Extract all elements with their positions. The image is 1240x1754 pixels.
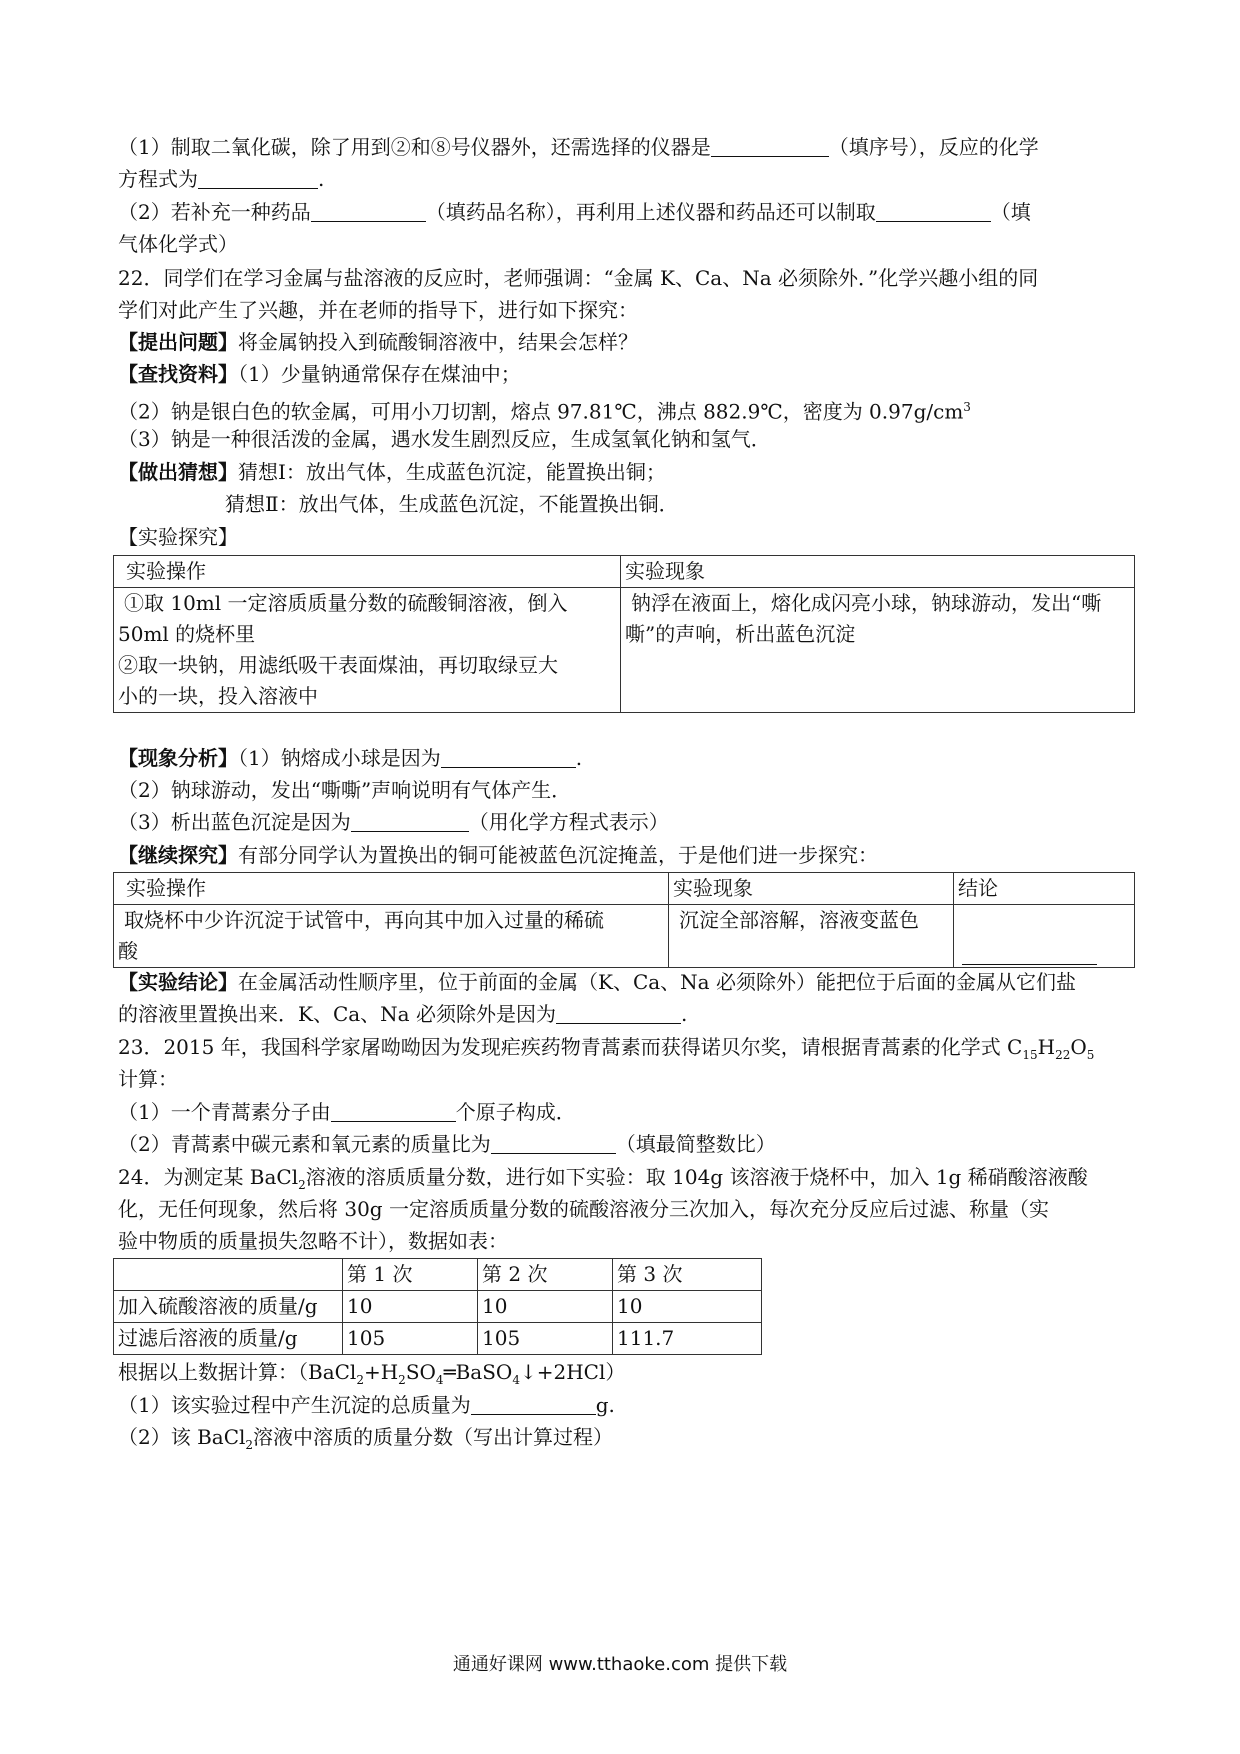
answer-blank[interactable] — [198, 166, 318, 189]
q21-text: 气体化学式） — [118, 232, 238, 256]
q24-part2 — [118, 1421, 1138, 1461]
cell-line: 钠浮在液面上，熔化成闪亮小球，钠球游动，发出“嘶 — [631, 591, 1102, 615]
cell-line: 酸 — [118, 939, 138, 963]
q24-text: 溶液的溶质质量分数，进行如下实验：取 104g 该溶液于烧杯中，加入 1g 稀硝酸溶液酸 — [305, 1165, 1088, 1189]
section-tag: 【实验结论】 — [118, 970, 238, 994]
q23-text: 23．2015 年，我国科学家屠呦呦因为发现疟疾药物青蒿素而获得诺贝尔奖，请根据青蒿素的化学式 C — [118, 1035, 1023, 1059]
section-tag: 【现象分析】 — [118, 746, 238, 770]
answer-blank[interactable] — [876, 199, 991, 222]
q22-text: 将金属钠投入到硫酸铜溶液中，结果会怎样？ — [238, 330, 638, 354]
q21-text: 方程式为 — [118, 167, 198, 191]
q22-text: （1）钠熔成小球是因为 — [238, 746, 441, 770]
q22-text: （1）少量钠通常保存在煤油中； — [238, 362, 521, 386]
q22-text: （3）析出蓝色沉淀是因为 — [118, 810, 351, 834]
q21-text: （填药品名称），再利用上述仪器和药品还可以制取 — [425, 200, 876, 224]
q22-material-1 — [118, 358, 1138, 390]
subscript: 22 — [1055, 1048, 1071, 1062]
q24-intro-line3: 验中物质的质量损失忽略不计），数据如表： — [118, 1229, 508, 1253]
q24-text: （1）该实验过程中产生沉淀的总质量为 — [118, 1393, 471, 1417]
table-header: 实验操作 — [114, 873, 669, 905]
q24-text: +H — [363, 1360, 399, 1384]
answer-blank[interactable] — [471, 1392, 596, 1415]
section-tag: 【实验探究】 — [118, 525, 238, 549]
q21-part2-line2 — [118, 228, 1138, 260]
table-cell: 10 — [343, 1291, 478, 1323]
q24-part1 — [118, 1389, 1138, 1421]
subscript: 2 — [245, 1438, 254, 1452]
answer-blank[interactable] — [962, 936, 1097, 965]
q22-continue — [118, 839, 1138, 871]
page-footer: 通通好课网 www.tthaoke.com 提供下载 — [452, 1654, 788, 1675]
answer-blank[interactable] — [556, 1001, 681, 1024]
q24-text: ↓+2HCl） — [519, 1360, 626, 1384]
table-cell: 过滤后溶液的质量/g — [114, 1323, 343, 1355]
q22-text: 的溶液里置换出来．K、Ca、Na 必须除外是因为 — [118, 1002, 556, 1026]
table-cell-operation — [114, 588, 621, 713]
q22-analysis-2: （2）钠球游动，发出“嘶嘶”声响说明有气体产生． — [118, 778, 572, 802]
table-header: 第 1 次 — [343, 1259, 478, 1291]
subscript: 2 — [398, 1373, 406, 1387]
experiment-table-2 — [113, 872, 1135, 968]
q21-text: （2）若补充一种药品 — [118, 200, 311, 224]
q23-intro-line2: 计算： — [118, 1067, 178, 1091]
data-table — [113, 1258, 762, 1355]
table-cell: 10 — [478, 1291, 613, 1323]
q23-text: H — [1037, 1035, 1056, 1059]
cell-line: 取烧杯中少许沉淀于试管中，再向其中加入过量的稀硫 — [124, 908, 604, 932]
q24-text: SO — [405, 1360, 436, 1384]
q22-text: 有部分同学认为置换出的铜可能被蓝色沉淀掩盖，于是他们进一步探究： — [238, 843, 878, 867]
q23-part2 — [118, 1128, 1138, 1160]
table-header: 结论 — [954, 873, 1135, 905]
q22-guess-1 — [118, 456, 1138, 488]
q22-text: . — [575, 746, 583, 770]
table-cell: 105 — [343, 1323, 478, 1355]
section-tag: 【继续探究】 — [118, 843, 238, 867]
q23-text: （填最简整数比） — [615, 1132, 776, 1156]
table-cell-conclusion — [954, 905, 1135, 968]
q21-part2-line1 — [118, 196, 1138, 228]
subscript: 4 — [435, 1373, 444, 1387]
q22-text: . — [680, 1002, 688, 1026]
cell-line: 嘶”的声响，析出蓝色沉淀 — [625, 622, 856, 646]
q23-part1 — [118, 1096, 1138, 1128]
subscript: 4 — [512, 1373, 520, 1387]
q21-text: （填序号），反应的化学 — [828, 135, 1039, 159]
q22-text: （2）钠是银白色的软金属，可用小刀切割，熔点 97.81℃，沸点 882.9℃，密度为 0.97g/cm — [118, 399, 964, 424]
q21-text: （填 — [990, 200, 1031, 224]
subscript: 15 — [1022, 1048, 1038, 1062]
q24-text: g. — [595, 1393, 615, 1417]
cell-line: 50ml 的烧杯里 — [118, 622, 256, 646]
q22-question — [118, 326, 1138, 358]
q24-text: 24．为测定某 BaCl — [118, 1165, 299, 1189]
q22-text: 猜想Ⅰ：放出气体，生成蓝色沉淀，能置换出铜； — [238, 460, 666, 484]
answer-blank[interactable] — [311, 199, 426, 222]
cell-line: ②取一块钠，用滤纸吸干表面煤油，再切取绿豆大 — [118, 653, 558, 677]
q22-text: （用化学方程式表示） — [468, 810, 669, 834]
q21-text: . — [318, 167, 325, 191]
table-cell: 加入硫酸溶液的质量/g — [114, 1291, 343, 1323]
cell-line: 沉淀全部溶解，溶液变蓝色 — [679, 908, 919, 932]
q22-analysis-1 — [118, 742, 1138, 774]
q21-part1-line1 — [118, 131, 1138, 163]
q23-text: （1）一个青蒿素分子由 — [118, 1100, 331, 1124]
q22-intro-line2: 学们对此产生了兴趣，并在老师的指导下，进行如下探究： — [118, 298, 638, 322]
table-header: 第 2 次 — [478, 1259, 613, 1291]
q23-text: O — [1070, 1035, 1087, 1059]
table-cell: 105 — [478, 1323, 613, 1355]
table-header: 实验现象 — [621, 556, 1135, 588]
subscript: 5 — [1086, 1048, 1095, 1062]
section-tag: 【查找资料】 — [118, 362, 238, 386]
table-cell: 111.7 — [613, 1323, 762, 1355]
q22-guess-2: 猜想Ⅱ：放出气体，生成蓝色沉淀，不能置换出铜． — [225, 492, 679, 516]
q22-conclusion-2 — [118, 998, 1138, 1030]
table-header: 第 3 次 — [613, 1259, 762, 1291]
table-header: 实验操作 — [114, 556, 621, 588]
table-cell-phenomenon — [621, 588, 1135, 713]
section-tag: 【做出猜想】 — [118, 460, 238, 484]
answer-blank[interactable] — [711, 134, 829, 157]
q24-text: （2）该 BaCl — [118, 1425, 246, 1449]
table-header: 实验现象 — [669, 873, 954, 905]
q22-conclusion-1 — [118, 966, 1138, 998]
answer-blank[interactable] — [331, 1099, 456, 1122]
q23-text: （2）青蒿素中碳元素和氧元素的质量比为 — [118, 1132, 491, 1156]
answer-blank[interactable] — [491, 1131, 616, 1154]
table-header — [114, 1259, 343, 1291]
table-cell-operation — [114, 905, 669, 968]
table-cell-phenomenon — [669, 905, 954, 968]
q24-text: 根据以上数据计算：（BaCl — [118, 1360, 357, 1384]
subscript: 2 — [298, 1178, 306, 1192]
q22-analysis-3 — [118, 806, 1138, 838]
section-tag: 【提出问题】 — [118, 330, 238, 354]
q24-text: 溶液中溶质的质量分数（写出计算过程） — [253, 1425, 614, 1449]
q24-intro-line2: 化，无任何现象，然后将 30g 一定溶质质量分数的硫酸溶液分三次加入，每次充分反应后过滤、称量（实 — [118, 1197, 1049, 1221]
q21-part1-line2 — [118, 163, 1138, 195]
q22-text: 在金属活动性顺序里，位于前面的金属（K、Ca、Na 必须除外）能把位于后面的金属从它们盐 — [238, 970, 1076, 994]
q23-text: 个原子构成． — [455, 1100, 576, 1124]
answer-blank[interactable] — [441, 745, 576, 768]
table-cell: 10 — [613, 1291, 762, 1323]
cell-line: ①取 10ml 一定溶质质量分数的硫酸铜溶液，倒入 — [124, 591, 568, 615]
q22-intro-line1: 22．同学们在学习金属与盐溶液的反应时，老师强调：“金属 K、Ca、Na 必须除外．”化学兴趣小组的同 — [118, 266, 1039, 290]
superscript: 3 — [963, 400, 971, 414]
subscript: 2 — [356, 1373, 364, 1387]
cell-line: 小的一块，投入溶液中 — [118, 684, 318, 708]
q22-material-3: （3）钠是一种很活泼的金属，遇水发生剧烈反应，生成氢氧化钠和氢气． — [118, 427, 771, 451]
q24-text: ═BaSO — [443, 1360, 513, 1384]
answer-blank[interactable] — [351, 809, 469, 832]
q21-text: （1）制取二氧化碳，除了用到②和⑧号仪器外，还需选择的仪器是 — [118, 135, 711, 159]
experiment-table-1 — [113, 555, 1135, 713]
